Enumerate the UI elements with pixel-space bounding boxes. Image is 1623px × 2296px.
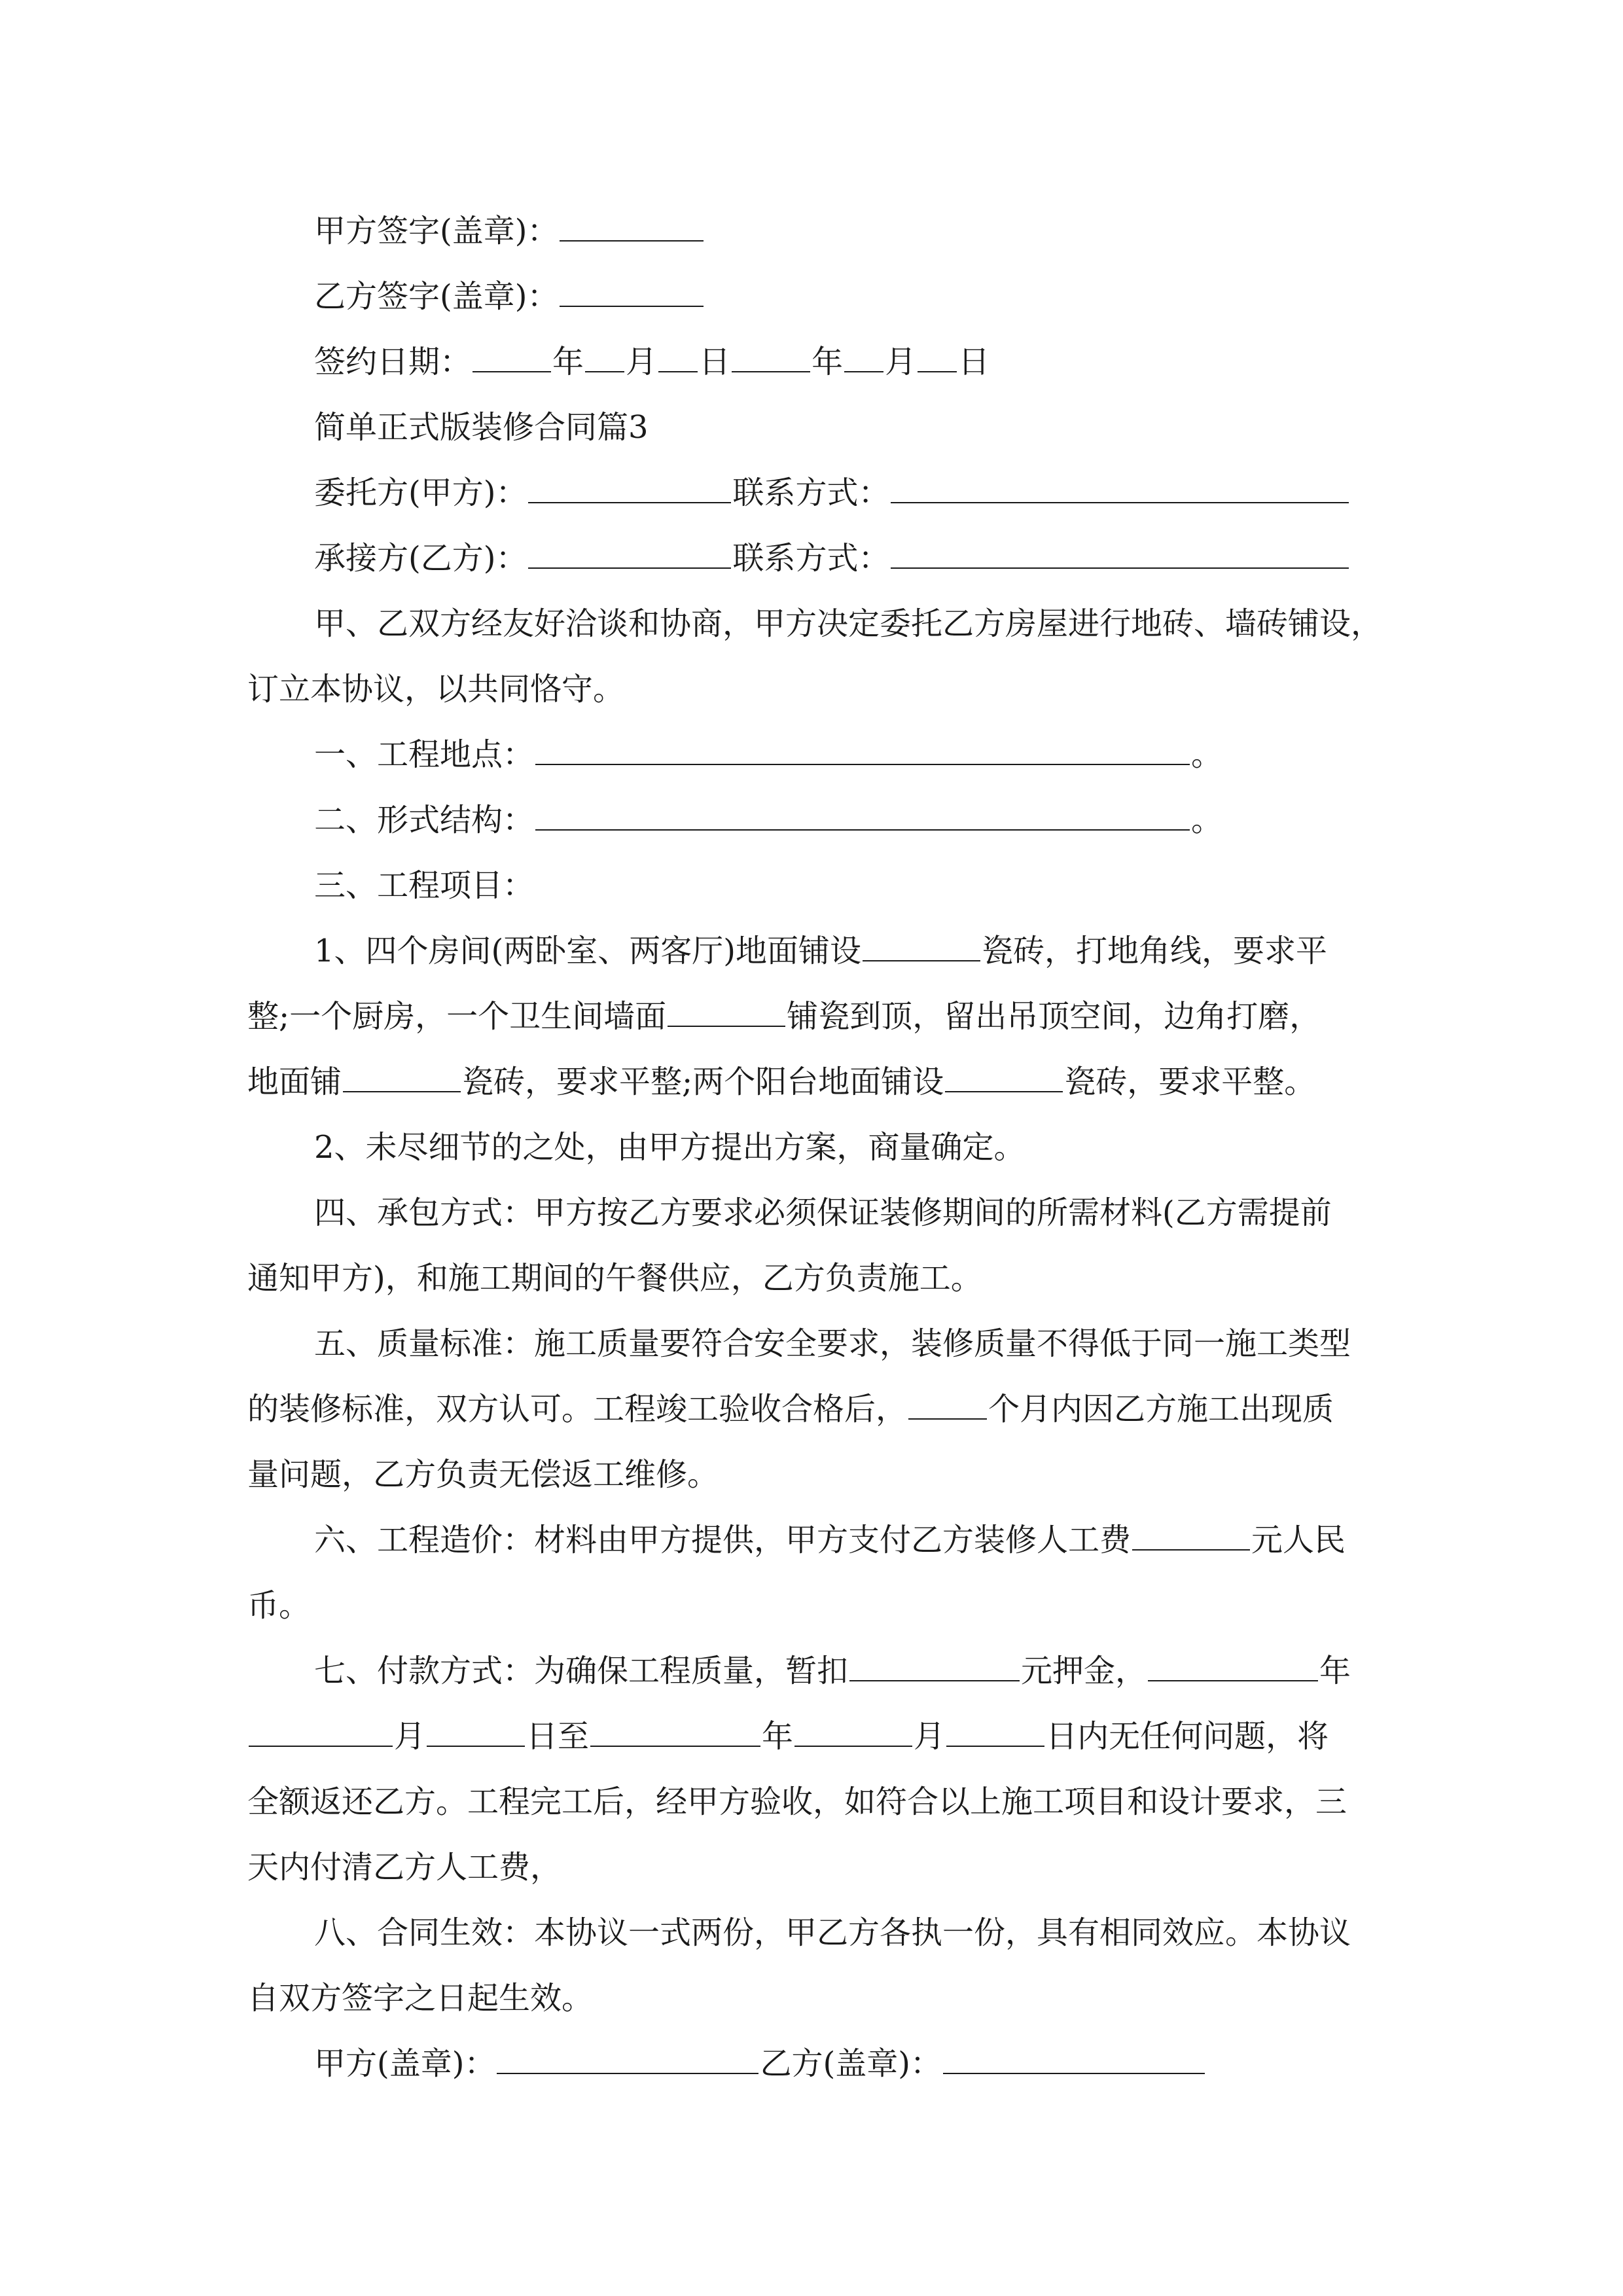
client-blank: [528, 476, 731, 503]
party-b-sign-label: 乙方签字(盖章)：: [314, 278, 559, 315]
clause-7-line-3: 全额返还乙方。工程完工后，经甲方验收，如符合以上施工项目和设计要求，三: [247, 1784, 1347, 1820]
date-blank: [473, 345, 551, 372]
bottom-party-b-label: 乙方(盖章)：: [760, 2045, 942, 2082]
clause-1-label: 一、工程地点：: [314, 736, 535, 773]
clause-7-line-1: [0, 1638, 1623, 1704]
clause-6-text-a: 六、工程造价：材料由甲方提供，甲方支付乙方装修人工费: [314, 1522, 1132, 1558]
clause-7-year2-blank: [590, 1719, 760, 1747]
bottom-party-b-blank: [943, 2047, 1205, 2074]
clause-2-period: 。: [1191, 802, 1223, 838]
clause-7-line-4: 天内付清乙方人工费，: [247, 1849, 562, 1886]
intro-line-1: 甲、乙双方经友好洽谈和协商，甲方决定委托乙方房屋进行地砖、墙砖铺设，: [314, 605, 1383, 642]
item-1-blank-2: [668, 999, 785, 1027]
clause-7-line-2: [0, 1704, 1623, 1769]
intro-line-2: 订立本协议，以共同恪守。: [247, 671, 625, 708]
clause-7-line-2-end: 日内无任何问题，将: [1046, 1718, 1329, 1755]
clause-7-day-blank: [427, 1719, 525, 1747]
bottom-party-a-label: 甲方(盖章)：: [314, 2045, 496, 2082]
bottom-party-a-blank: [497, 2047, 758, 2074]
clause-8-line-1: 八、合同生效：本协议一式两份，甲乙方各执一份，具有相同效应。本协议: [314, 1914, 1351, 1951]
year-label: 年: [552, 344, 584, 380]
clause-6-text-b: 元人民: [1251, 1522, 1346, 1558]
sign-date-line: [0, 329, 1623, 395]
date-blank: [585, 345, 624, 372]
day-label-2: 日: [958, 344, 990, 380]
clause-2-blank: [535, 803, 1190, 831]
bottom-signature-line: [0, 2031, 1623, 2096]
item-1-text-f: 瓷砖，要求平整;两个阳台地面铺设: [462, 1064, 944, 1100]
contractor-contact-label: 联系方式：: [732, 540, 890, 577]
year-label-2: 年: [812, 344, 844, 380]
clause-5-text-b: 个月内因乙方施工出现质: [988, 1391, 1334, 1427]
party-a-sign-blank: [560, 214, 704, 242]
clause-2-label: 二、形式结构：: [314, 802, 535, 838]
client-contact-label: 联系方式：: [732, 475, 890, 511]
clause-4-line-1: 四、承包方式：甲方按乙方要求必须保证装修期间的所需材料(乙方需提前: [314, 1194, 1332, 1231]
clause-5-line-2: [0, 1376, 1623, 1442]
clause-7-month2-blank: [794, 1719, 912, 1747]
clause-7-text-a: 七、付款方式：为确保工程质量，暂扣: [314, 1653, 849, 1689]
item-1-blank-4: [945, 1065, 1063, 1092]
month-label-2: 月: [885, 344, 917, 380]
clause-7-text-b: 元押金，: [1021, 1653, 1147, 1689]
clause-7-deposit-blank: [849, 1654, 1020, 1681]
clause-5-line-1: 五、质量标准：施工质量要符合安全要求，装修质量不得低于同一施工类型: [314, 1325, 1351, 1362]
clause-6-line-2: 币。: [247, 1587, 311, 1624]
clause-1-period: 。: [1191, 736, 1223, 773]
clause-5-text-a: 的装修标准，双方认可。工程竣工验收合格后，: [247, 1391, 908, 1427]
client-label: 委托方(甲方)：: [314, 475, 527, 511]
month-label: 月: [626, 344, 658, 380]
clause-2-line: [0, 787, 1623, 853]
clause-4-line-2: 通知甲方)，和施工期间的午餐供应，乙方负责施工。: [247, 1260, 982, 1297]
item-1-blank-3: [343, 1065, 461, 1092]
clause-8-line-2: 自双方签字之日起生效。: [247, 1980, 594, 2017]
item-2-line: 2、未尽细节的之处，由甲方提出方案，商量确定。: [314, 1129, 1026, 1166]
clause-7-month-blank: [249, 1719, 393, 1747]
client-contact-blank: [891, 476, 1349, 503]
clause-7-year-blank: [1148, 1654, 1318, 1681]
contractor-line: [0, 526, 1623, 591]
item-1-line-3: [0, 1049, 1623, 1115]
date-blank: [844, 345, 883, 372]
clause-5-blank: [908, 1392, 987, 1420]
clause-6-line-1: [0, 1507, 1623, 1573]
party-a-signature-line: [0, 198, 1623, 264]
sign-date-label: 签约日期：: [314, 344, 472, 380]
item-1-line-1: [0, 918, 1623, 984]
contractor-contact-blank: [891, 541, 1349, 569]
party-b-signature-line: [0, 264, 1623, 329]
contractor-label: 承接方(乙方)：: [314, 540, 527, 577]
day-label: 日: [699, 344, 731, 380]
date-blank: [918, 345, 957, 372]
clause-1-line: [0, 722, 1623, 787]
item-1-blank-1: [863, 934, 980, 961]
clause-7-month-label: 月: [394, 1718, 426, 1755]
item-1-text-e: 地面铺: [247, 1064, 342, 1100]
party-a-sign-label: 甲方签字(盖章)：: [314, 213, 559, 249]
clause-5-line-3: 量问题，乙方负责无偿返工维修。: [247, 1456, 719, 1493]
date-blank: [732, 345, 810, 372]
clause-7-day-to-label: 日至: [526, 1718, 590, 1755]
item-1-text-c: 整;一个厨房，一个卫生间墙面: [247, 998, 667, 1035]
clause-7-month2-label: 月: [914, 1718, 946, 1755]
clause-7-day2-blank: [946, 1719, 1044, 1747]
section-title: 简单正式版装修合同篇3: [314, 409, 649, 446]
clause-3-label: 三、工程项目：: [314, 867, 535, 904]
item-1-text-a: 1、四个房间(两卧室、两客厅)地面铺设: [314, 933, 861, 969]
client-line: [0, 460, 1623, 526]
clause-1-blank: [535, 738, 1190, 765]
item-1-text-g: 瓷砖，要求平整。: [1064, 1064, 1316, 1100]
contractor-blank: [528, 541, 731, 569]
clause-7-year-label: 年: [1319, 1653, 1351, 1689]
clause-6-blank: [1132, 1523, 1250, 1551]
date-blank: [658, 345, 698, 372]
clause-7-year2-label: 年: [762, 1718, 794, 1755]
party-b-sign-blank: [560, 279, 704, 307]
item-1-text-d: 铺瓷到顶，留出吊顶空间，边角打磨，: [787, 998, 1321, 1035]
item-1-text-b: 瓷砖，打地角线，要求平: [982, 933, 1328, 969]
item-1-line-2: [0, 984, 1623, 1049]
